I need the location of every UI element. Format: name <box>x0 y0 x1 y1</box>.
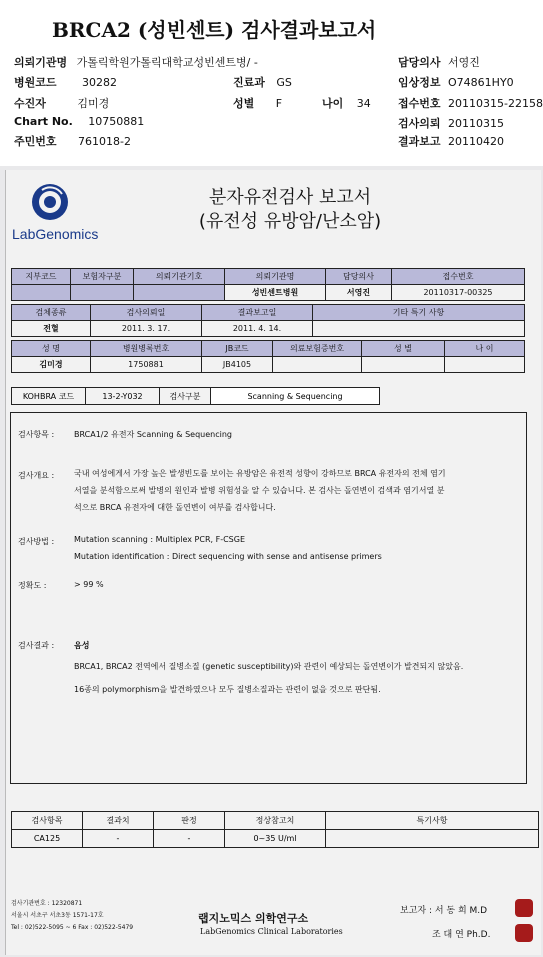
result-value: 음성 <box>74 641 90 650</box>
request-value: 20110315 <box>448 117 505 130</box>
grid-header: 결과보고일 <box>202 305 313 321</box>
grid-cell <box>71 285 134 301</box>
dept-label: 진료과 <box>233 76 265 89</box>
grid-cell <box>445 357 525 373</box>
marker-cell <box>326 830 539 848</box>
clinical-label: 임상정보 <box>398 76 441 89</box>
chart-label: Chart No. <box>14 115 73 128</box>
report-title <box>160 186 420 234</box>
hospcode-value: 30282 <box>82 76 118 89</box>
grid-cell <box>12 285 71 301</box>
dept-value: GS <box>276 76 292 89</box>
marker-header: 정상참고치 <box>225 812 326 830</box>
info-grid <box>11 268 525 301</box>
method-line: Mutation identification : Direct sequencing with sense and antisense primers <box>74 552 382 561</box>
second-signer-line: 조 대 연 Ph.D. <box>432 930 491 940</box>
method-line: Mutation scanning : Multiplex PCR, F-CSGE <box>74 535 246 544</box>
item-label: 검사항목 : <box>18 430 55 439</box>
marker-cell: 0~35 U/ml <box>225 830 326 848</box>
grid-cell <box>313 321 525 337</box>
logo-text: LabGenomics <box>12 226 99 242</box>
grid-cell <box>362 357 445 373</box>
footer-line: Tel : 02)522-5095 ~ 6 Fax : 02)522-5479 <box>11 924 134 931</box>
marker-cell: - <box>154 830 225 848</box>
hospital-label: 의뢰기관명 <box>14 56 68 69</box>
marker-header: 결과치 <box>83 812 154 830</box>
grid-header: JB코드 <box>202 341 273 357</box>
clinical-value: O74861HY0 <box>448 76 514 89</box>
footer-address <box>11 898 133 934</box>
marker-header: 특기사항 <box>326 812 539 830</box>
grid-cell: JB4105 <box>202 357 273 373</box>
seal-icon <box>515 899 533 917</box>
marker-cell: CA125 <box>12 830 83 848</box>
hospital-value: 가톨릭학원가톨릭대학교성빈센트병/ - <box>76 56 258 69</box>
grid-cell: 2011. 4. 14. <box>202 321 313 337</box>
footer-line: 서울시 서초구 서초3동 1571-17호 <box>11 912 104 919</box>
result-text <box>74 655 524 701</box>
marker-header: 판정 <box>154 812 225 830</box>
grid-header: 검사의뢰일 <box>91 305 202 321</box>
result-value: 20110420 <box>448 135 505 148</box>
accuracy-label: 정확도 : <box>18 581 47 590</box>
info-grid-3 <box>11 340 525 373</box>
report-title-line1: 분자유전검사 보고서 <box>208 187 372 208</box>
hospcode-label: 병원코드 <box>14 76 57 89</box>
result-line: 16종의 polymorphism을 발견하였으나 모두 질병소질과는 관련이 없을 것으로 판단됨. <box>74 685 381 694</box>
marker-cell: - <box>83 830 154 848</box>
grid-header: 의료보험증번호 <box>273 341 362 357</box>
labgenomics-logo-icon <box>12 180 82 230</box>
grid-cell: 전혈 <box>12 321 91 337</box>
grid-header: 접수번호 <box>392 269 525 285</box>
kohbra-label: KOHBRA 코드 <box>12 388 86 405</box>
grid-cell: 서영진 <box>326 285 392 301</box>
result-label: 결과보고 <box>398 135 441 148</box>
age-label: 나이 <box>322 97 344 110</box>
grid-cell <box>134 285 225 301</box>
chart-value: 10750881 <box>88 115 145 128</box>
sex-value: F <box>275 97 283 110</box>
grid-header: 의뢰기관기호 <box>134 269 225 285</box>
doctor-value: 서영진 <box>448 56 480 69</box>
age-value: 34 <box>356 97 371 110</box>
overview-line: 서열을 분석함으로써 발병의 원인과 발병 위험성을 알 수 있습니다. 본 검사는 돌연변이 검색과 염기서열 분 <box>74 486 445 495</box>
grid-header: 병원병록번호 <box>91 341 202 357</box>
doctor-label: 담당의사 <box>398 56 441 69</box>
grid-cell: 성빈센트병원 <box>225 285 326 301</box>
header-block <box>0 0 543 163</box>
overview-label: 검사개요 : <box>18 471 55 480</box>
grid-header: 보험자구분 <box>71 269 134 285</box>
grid-header: 의뢰기관명 <box>225 269 326 285</box>
grid-header: 성 별 <box>362 341 445 357</box>
sex-label: 성별 <box>233 97 255 110</box>
overview-line: 국내 여성에게서 가장 높은 발생빈도를 보이는 유방암은 유전적 성향이 강하므로 BRCA 유전자의 전체 염기 <box>74 469 446 478</box>
grid-cell: 1750881 <box>91 357 202 373</box>
report-title-line2: (유전성 유방암/난소암) <box>198 211 382 232</box>
grid-header: 담당의사 <box>326 269 392 285</box>
marker-header: 검사항목 <box>12 812 83 830</box>
overview-text <box>74 465 524 516</box>
id-value: 761018-2 <box>78 135 131 148</box>
footer-org-ko: 랩지노믹스 의학연구소 <box>198 912 309 925</box>
kohbra-table <box>11 387 380 405</box>
grid-header: 나 이 <box>445 341 525 357</box>
info-grid-2 <box>11 304 525 337</box>
result-label: 검사결과 : <box>18 641 55 650</box>
footer-org-en: LabGenomics Clinical Laboratories <box>200 927 343 936</box>
patient-label: 수진자 <box>14 97 46 110</box>
method-label: 검사방법 : <box>18 537 55 546</box>
test-type-value: Scanning & Sequencing <box>211 388 380 405</box>
grid-cell: 20110317-00325 <box>392 285 525 301</box>
patient-value: 김미경 <box>77 97 110 110</box>
kohbra-value: 13-2-Y032 <box>86 388 160 405</box>
grid-cell: 2011. 3. 17. <box>91 321 202 337</box>
grid-header: 지부코드 <box>12 269 71 285</box>
footer-line: 검사기관번호 : 12320871 <box>11 900 83 907</box>
id-label: 주민번호 <box>14 135 57 148</box>
test-type-label: 검사구분 <box>160 388 211 405</box>
item-value: BRCA1/2 유전자 Scanning & Sequencing <box>74 430 232 439</box>
receipt-label: 접수번호 <box>398 97 441 110</box>
receipt-value: 20110315-22158 <box>448 97 543 110</box>
page-title: BRCA2 (성빈센트) 검사결과보고서 <box>52 18 377 42</box>
grid-header: 성 명 <box>12 341 91 357</box>
method-text <box>74 531 382 565</box>
grid-cell <box>273 357 362 373</box>
grid-cell: 김미경 <box>12 357 91 373</box>
result-line: BRCA1, BRCA2 전역에서 질병소질 (genetic susceptibility)와 관련이 예상되는 돌연변이가 발견되지 않았음. <box>74 662 464 671</box>
reporter-line: 보고자 : 서 동 희 M.D <box>400 906 488 916</box>
grid-header: 기타 특기 사항 <box>313 305 525 321</box>
marker-table <box>11 811 539 848</box>
accuracy-value: > 99 % <box>74 580 104 589</box>
seal-icon <box>515 924 533 942</box>
overview-line: 석으로 BRCA 유전자에 대한 돌연변이 여부를 검사합니다. <box>74 503 276 512</box>
grid-header: 검체종류 <box>12 305 91 321</box>
request-label: 검사의뢰 <box>398 117 441 130</box>
hospital-row <box>14 54 258 70</box>
